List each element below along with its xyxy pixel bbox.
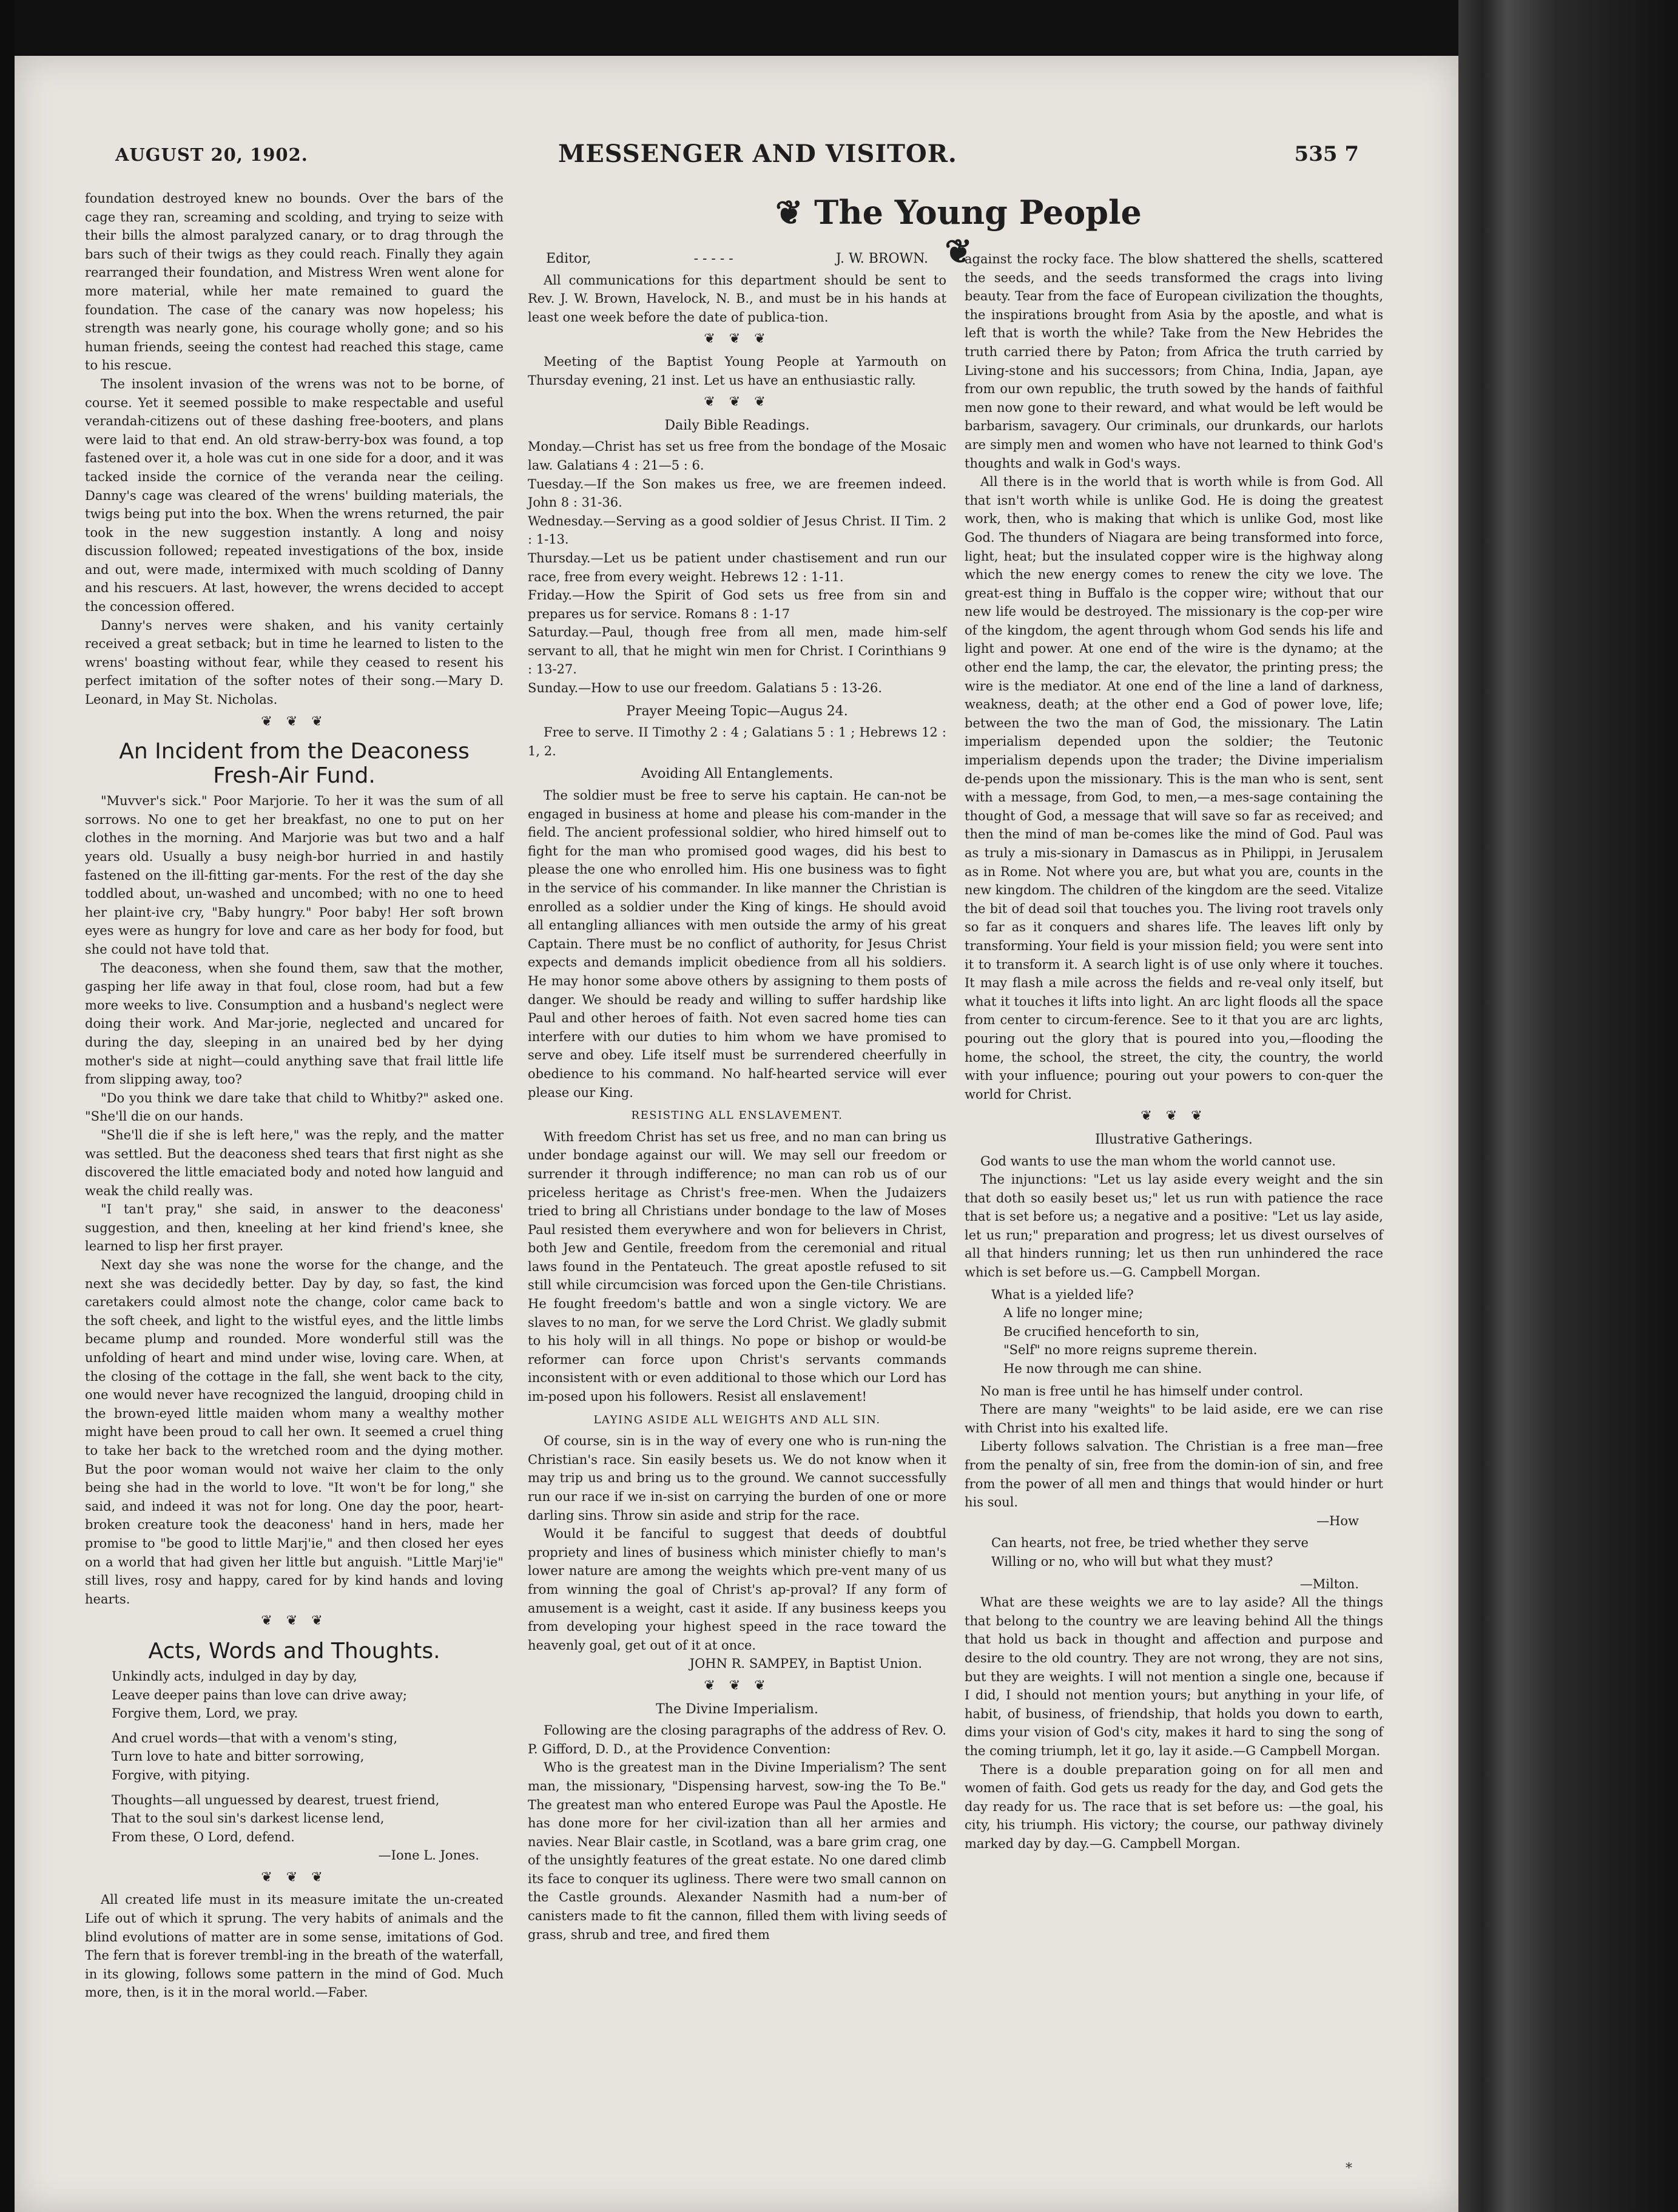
- paragraph: "She'll die if she is left here," was the reply, and the matter was settled. But the deaconess shed tears that first night as she discovered the little emaciated body and noted how languid and weak the child really was.: [85, 1127, 504, 1198]
- paragraph: "I tan't pray," she said, in answer to the deaconess' suggestion, and then, kneeling at her kind friend's knee, she learned to lisp her first prayer.: [85, 1202, 504, 1254]
- poem-line: And cruel words—that with a venom's sting,: [112, 1730, 398, 1745]
- section-title-laying-aside: LAYING ASIDE ALL WEIGHTS AND ALL SIN.: [593, 1413, 881, 1426]
- verse-line: He now through me can shine.: [1003, 1361, 1202, 1377]
- paragraph: The soldier must be free to serve his captain. He can-not be engaged in business at home and please his com-mander in the field. The ancient professional soldier, who hired himself out to fight for the man who promised good wages, did his best to please the one who enrolled him. His one business was to fight in the service of his commander. In like manner the Christian is enrolled as a soldier under the King of kings. He should avoid all entangling alliances with men outside the army of his great Captain. There must be no conflict of authority, for Jesus Christ expects and demands implicit obedience from all his soldiers. He may honor some above others by assigning to them posts of danger. We should be ready and willing to suffer hardship like Paul and other heroes of faith. Not even sacred home ties can interfere with our duties to him whom we have promised to serve and obey. Life itself must be surrendered cheerfully in obedience to his command. No half-hearted service will ever please our King.: [528, 788, 946, 1100]
- verse-line: "Self" no more reigns supreme therein.: [1003, 1343, 1258, 1358]
- readings-list: [528, 437, 946, 697]
- verse-line: Can hearts, not free, be tried whether they serve: [991, 1536, 1309, 1551]
- poem-line: That to the soul sin's darkest license lend,: [112, 1811, 385, 1826]
- paragraph: "Do you think we dare take that child to Whitby?" asked one. "She'll die on our hands.: [85, 1090, 504, 1124]
- verse: [965, 1286, 1383, 1378]
- paragraph: God wants to use the man whom the world cannot use.: [980, 1153, 1336, 1168]
- paragraph: All there is in the world that is worth while is from God. All that isn't worth while is unlike God. He is doing the greatest work, then, who is making that which is unlike God, most like God. The thunders of Niagara are being transformed into force, light, heat; but the insulated copper wire is the highway along which the new energy comes to renew the city we love. The great-est thing in Buffalo is the copper wire; without that our new life would be destroyed. The missionary is the cop-per wire of the kingdom, the agent through whom God sends his life and light and power. At one end of the wire is the dynamo; at the other end the lamp, the car, the elevator, the printing press; the wire is the mediator. At one end of the line a land of darkness, weakness, death; at the other end a God of power love, life; between the two the man of God, the missionary. The Latin imperialism depended upon the soldier; the Teutonic imperialism depends upon the trader; the Divine imperialism de-pends upon the missionary. This is the man who is sent, sent with a message, from God, to men,—a mes-sage containing the thought of God, a message that will save so far as received; and then the mind of man be-comes like the mind of God. Paul was as truly a mis-sionary in Damascus as in Philippi, in Jerusalem as in Rome. Not where you are, but what you are, counts in the new kingdom. The children of the kingdom are the seed. Vitalize the bit of dead soil that touches you. The living root travels only so far as it conquers and shares life. The leaves lift only by transforming. Your field is your mission field; you were sent into it to transform it. A search light is of use only where it touches. It may flash a mile across the fields and re-veal only itself, but what it touches it lifts into light. An arc light floods all the space from center to circum-ference. See to it that you are arc lights, pouring out the glory that is poured into you,—flooding the home, the school, the street, the city, the country, the world with your influence; pouring out your powers to con-quer the world for Christ.: [965, 474, 1383, 1102]
- paragraph: With freedom Christ has set us free, and no man can bring us under bondage against our will. We may sell our freedom or surrender it through indifference; no man can rob us of our priceless heritage as Christ's free-men. When the Judaizers tried to bring all Christians under bondage to the law of Moses Paul resisted them everywhere and won for believers in Christ, both Jew and Gentile, freedom from the ceremonial and ritual laws found in the Pentateuch. The great apostle refused to sit still while circumcision was forced upon the Gen-tile Christians. He fought freedom's battle and won a single victory. We are slaves to no man, for we serve the Lord Christ. We gladly submit to his holy will in all things. No pope or bishop or would-be reformer can force upon Christ's servants commands inconsistent with or even additional to those which our Lord has im-posed upon his followers. Resist all enslavement!: [528, 1129, 946, 1404]
- column-left: [85, 189, 504, 2002]
- paragraph: foundation destroyed knew no bounds. Over the bars of the cage they ran, screaming and scolding, and trying to seize with their bills the almost paralyzed canary, or to drag through the bars such of their twigs as they could reach. Finally they again rearranged their foundation, and Mistress Wren went alone for more material, while her mate remained to guard the foundation. The case of the canary was now hopeless; his strength was nearly gone, his courage wholly gone; and so his human friends, seeing the contest had reached this stage, came to his rescue.: [85, 191, 504, 373]
- paragraph: Meeting of the Baptist Young People at Yarmouth on Thursday evening, 21 inst. Let us have an enthusiastic rally.: [528, 354, 946, 388]
- paragraph: Would it be fanciful to suggest that deeds of doubtful propriety and lines of business which minister chiefly to man's lower nature are among the weights which pre-vent many of us from winning the goal of Christ's ap-proval? If any form of amusement is a weight, cast it aside. If any business keeps you from developing your highest speed in the race toward the heavenly goal, get out of it at once.: [528, 1526, 946, 1653]
- page-header: [97, 140, 1359, 176]
- ornament-divider: ❦ ❦ ❦: [261, 1869, 328, 1885]
- paragraph: What are these weights we are to lay aside? All the things that belong to the country we are leaving behind All the things that hold us back in thought and affection and purpose and desire to the old country. They are not wrong, they are not sins, but they are weights. I will not mention a single one, because if I did, I should not mention yours; but anything in your life, of habit, of business, of friendship, that holds you down to earth, dims your vision of God's city, makes it hard to sing the song of the coming triumph, let it go, lay it aside.—G Campbell Morgan.: [965, 1595, 1383, 1758]
- header-page-number: 535 7: [1294, 142, 1359, 166]
- poem-line: Leave deeper pains than love can drive away;: [112, 1687, 408, 1702]
- reading-item: Saturday.—Paul, though free from all men, made him-self servant to all, that he might win men for Christ. I Corinthians 9 : 13-27.: [528, 625, 946, 677]
- asterisk-mark: *: [1346, 2161, 1352, 2176]
- paragraph: Danny's nerves were shaken, and his vanity certainly received a great setback; but in time he learned to listen to the wrens' boasting without fear, while they ceased to resent his perfect imitation of the softer notes of their song.—Mary D. Leonard, in May St. Nicholas.: [85, 618, 504, 707]
- scan-border-left: [0, 0, 15, 2212]
- paragraph: "Muvver's sick." Poor Marjorie. To her it was the sum of all sorrows. No one to get her breakfast, no one to put on her clothes in the morning. And Marjorie was but two and a half years old. Usually a busy neigh-bor hurried in and hastily fastened on the ill-fitting gar-ments. For the rest of the day she toddled about, un-washed and uncombed; with no one to heed her plaint-ive cry, "Baby hungry." Poor baby! Her soft brown eyes were as hungry for love and care as her body for food, but she could not have told that.: [85, 794, 504, 957]
- header-title: MESSENGER AND VISITOR.: [558, 140, 957, 168]
- editor-label: Editor,: [546, 251, 591, 266]
- article-title-acts-words: Acts, Words and Thoughts.: [148, 1638, 440, 1664]
- paragraph: The injunctions: "Let us lay aside every weight and the sin that doth so easily beset us;" let us run with patience the race that is set before us; a negative and a positive: "Let us lay aside, let us run;" preparation and progress; let us divest ourselves of all that hinders running; let us then run unhindered the race which is set before us.—G. Campbell Morgan.: [965, 1172, 1383, 1280]
- paragraph: against the rocky face. The blow shattered the shells, scattered the seeds, and the seeds transformed the crags into living beauty. Tear from the face of European civilization the thoughts, the inspirations brought from Asia by the apostle, and what is left that is worth the while? Take from the New Hebrides the truth carried there by Paton; from Africa the truth carried by Living-stone and his successors; from China, India, Japan, aye from our own republic, the truth sowed by the hands of faithful men now gone to their reward, and what would be left would be barbarism, savagery. Our criminals, our drunkards, our harlots are simply men and women who have not learned to think God's thoughts and walk in God's ways.: [965, 252, 1383, 471]
- verse-line: Willing or no, who will but what they must?: [991, 1554, 1273, 1569]
- paragraph: Of course, sin is in the way of every one who is run-ning the Christian's race. Sin easily besets us. We do not know when it may trip us and bring us to the ground. We cannot successfully run our race if we in-sist on carrying the burden of one or more darling sins. Throw sin aside and strip for the race.: [528, 1434, 946, 1523]
- poem-line: Forgive them, Lord, we pray.: [112, 1706, 298, 1721]
- column-middle: [528, 250, 946, 1944]
- poem-line: Thoughts—all unguessed by dearest, truest friend,: [112, 1792, 440, 1807]
- column-right: [965, 250, 1383, 1853]
- poem-line: Unkindly acts, indulged in day by day,: [112, 1668, 357, 1684]
- paragraph: Free to serve. II Timothy 2 : 4 ; Galatians 5 : 1 ; Hebrews 12 : 1, 2.: [528, 725, 946, 758]
- paragraph: Liberty follows salvation. The Christian is a free man—free from the penalty of sin, free from the domin-ion of sin, and free from the power of all men and things that would hinder or hurt his soul.: [965, 1439, 1383, 1510]
- editor-name: J. W. BROWN.: [835, 251, 928, 266]
- article-title-fresh-air: An Incident from the Deaconess Fresh-Air Fund.: [119, 739, 470, 789]
- reading-item: Wednesday.—Serving as a good soldier of Jesus Christ. II Tim. 2 : 1-13.: [528, 513, 946, 547]
- section-title-daily-readings: Daily Bible Readings.: [664, 417, 810, 433]
- poem-line: Turn love to hate and bitter sorrowing,: [112, 1749, 365, 1764]
- paragraph: Who is the greatest man in the Divine Imperialism? The sent man, the missionary, "Dispensing harvest, sow-ing the To Be." The greatest man who entered Europe was Paul the Apostle. He has done more for her civil-ization than all her armies and navies. Near Blair castle, in Scotland, was a bare grim crag, one of the unsightly features of the great estate. No one dared climb its face to conquer its ugliness. There were two small cannon on the Castle grounds. Alexander Nasmith had a num-ber of canisters made to fit the cannon, filled them with living seeds of grass, shrub and tree, and fired them: [528, 1760, 946, 1942]
- paragraph: There is a double preparation going on for all men and women of faith. God gets us ready for the day, and God gets the day ready for us. The race that is set before us: —the goal, his city, his triumph. His victory; the course, our pathway divinely marked day by day.—G. Campbell Morgan.: [965, 1762, 1383, 1851]
- paragraph: The deaconess, when she found them, saw that the mother, gasping her life away in that foul, close room, had but a few more weeks to live. Consumption and a husband's neglect were doing their work. And Mar-jorie, neglected and uncared for during the day, sleeping in an unaired bed by her dying mother's side at night—could anything save that frail little life from slipping away, too?: [85, 960, 504, 1087]
- scan-border-top: [0, 0, 1678, 56]
- verse-line: What is a yielded life?: [991, 1287, 1134, 1302]
- paragraph: The insolent invasion of the wrens was not to be borne, of course. Yet it seemed possible to make respectable and useful verandah-citizens out of these dashing free-booters, and plans were laid to that end. An old straw-berry-box was found, a top fastened over it, a hole was cut in one side for a door, and it was tacked inside the cornice of the veranda near the ceiling. Danny's cage was cleared of the wrens' building materials, the twigs being put into the box. When the wrens returned, the pair took in the new suggestion instantly. A long and noisy discussion followed; repeated investigations of the box, inside and out, were made, intermixed with much scolding of Danny and his rescuers. At last, however, the wrens decided to accept the concession offered.: [85, 376, 504, 615]
- paragraph: Following are the closing paragraphs of the address of Rev. O. P. Gifford, D. D., at the Providence Convention:: [528, 1723, 946, 1756]
- editor-line: [528, 250, 946, 269]
- section-title-resisting: RESISTING ALL ENSLAVEMENT.: [631, 1109, 843, 1122]
- section-title-illustrative: Illustrative Gatherings.: [1095, 1131, 1253, 1147]
- young-people-title: ❦ The Young People ❦: [775, 193, 1142, 271]
- ornament-divider: ❦ ❦ ❦: [261, 713, 328, 729]
- verse-line: A life no longer mine;: [1003, 1306, 1144, 1321]
- verse-line: Be crucified henceforth to sin,: [1003, 1324, 1200, 1339]
- ornament-divider: ❦ ❦ ❦: [704, 394, 770, 410]
- paragraph: All communications for this department should be sent to Rev. J. W. Brown, Havelock, N. B., and must be in his hands at least one week before the date of publica-tion.: [528, 272, 946, 325]
- editor-dashes: - - - - -: [693, 251, 733, 266]
- poem: [85, 1667, 504, 1865]
- reading-item: Thursday.—Let us be patient under chastisement and run our race, free from every weight. Hebrews 12 : 1-11.: [528, 550, 946, 584]
- paragraph: No man is free until he has himself under control.: [980, 1383, 1304, 1398]
- section-title-prayer-meeting: Prayer Meeing Topic—Augus 24.: [626, 703, 848, 719]
- header-date: AUGUST 20, 1902.: [115, 144, 308, 165]
- paragraph: Next day she was none the worse for the change, and the next she was decidedly better. Day by day, so fast, the kind caretakers could almost note the change, color came back to the soft cheek, and light to the wistful eyes, and the little limbs became plump and rounded. More wonderful still was the unfolding of heart and mind under wise, loving care. When, at the closing of the cottage in the fall, she went back to the city, one would never have recognized the languid, drooping child in the brown-eyed little maiden whom many a wealthy mother might have been proud to call her own. It seemed a cruel thing to take her back to the wretched room and the dying mother. But the poor woman would not waive her claim to the only being she had in the world to love. "It won't be for long," she said, and indeed it was not for long. One day the poor, heart-broken creature took the deaconess' hand in hers, made her promise to "be good to little Marj'ie," and then closed her eyes on a world that had given her little but anguish. "Little Marj'ie" still lives, rosy and happy, cared for by kind hands and loving hearts.: [85, 1258, 504, 1607]
- poem-attribution: —Ione L. Jones.: [378, 1848, 479, 1863]
- ornament-divider: ❦ ❦ ❦: [1141, 1108, 1207, 1124]
- ornament-divider: ❦ ❦ ❦: [261, 1613, 328, 1629]
- reading-item: Tuesday.—If the Son makes us free, we are freemen indeed. John 8 : 31-36.: [528, 476, 946, 510]
- paragraph: There are many "weights" to be laid aside, ere we can rise with Christ into his exalted life.: [965, 1402, 1383, 1435]
- paragraph: All created life must in its measure imitate the un-created Life out of which it sprung. The very habits of animals and the blind evolutions of matter are in some sense, imitations of God. The fern that is forever trembl-ing in the breath of the waterfall, in its glowing, follows some pattern in the mind of God. Much more, then, is it in the moral world.—Faber.: [85, 1892, 504, 2000]
- attribution: JOHN R. SAMPEY, in Baptist Union.: [689, 1656, 922, 1671]
- ornament-divider: ❦ ❦ ❦: [704, 1678, 770, 1693]
- attribution: —Milton.: [1299, 1576, 1359, 1591]
- poem-line: Forgive, with pitying.: [112, 1767, 251, 1782]
- reading-item: Monday.—Christ has set us free from the bondage of the Mosaic law. Galatians 4 : 21—5 : 6.: [528, 439, 946, 473]
- reading-item: Sunday.—How to use our freedom. Galatians 5 : 13-26.: [528, 681, 883, 696]
- section-title-avoiding: Avoiding All Entanglements.: [641, 766, 834, 782]
- poem-line: From these, O Lord, defend.: [112, 1829, 295, 1844]
- attribution: —How: [1316, 1513, 1359, 1528]
- ornament-divider: ❦ ❦ ❦: [704, 331, 770, 347]
- reading-item: Friday.—How the Spirit of God sets us free from sin and prepares us for service. Romans 8 : 1-17: [528, 588, 946, 621]
- verse: [965, 1534, 1383, 1571]
- section-title-divine-imperialism: The Divine Imperialism.: [656, 1701, 818, 1717]
- book-binding: [1458, 0, 1678, 2212]
